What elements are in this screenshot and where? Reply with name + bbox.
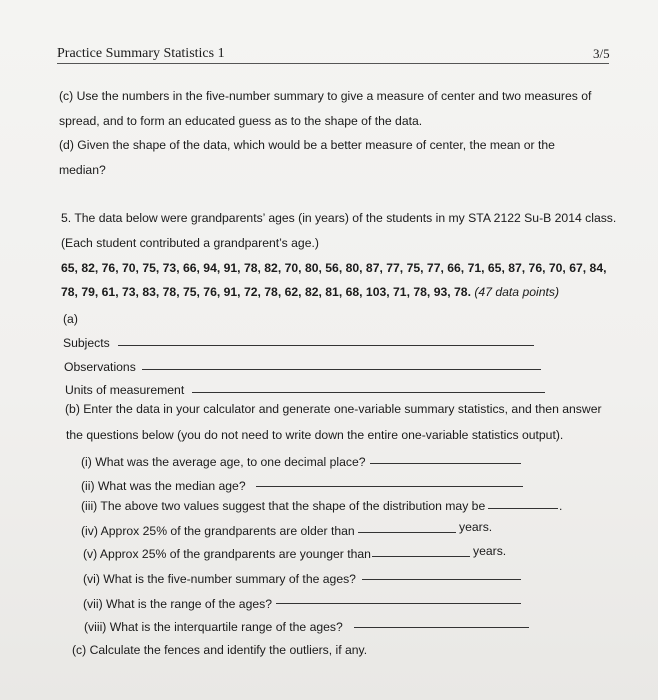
question-iv-answer-line[interactable] (358, 532, 456, 533)
question-iii-period: . (559, 499, 563, 513)
question-iv: (iv) Approx 25% of the grandparents are older than (81, 524, 355, 538)
question-vi-answer-line[interactable] (362, 579, 521, 580)
data-values-line1: 65, 82, 76, 70, 75, 73, 66, 94, 91, 78, 82, 70, 80, 56, 80, 87, 77, 75, 77, 66, 71, 65, 87, 76, 70, 67, 84, (61, 261, 607, 275)
question-vii-answer-line[interactable] (276, 603, 521, 604)
part-b-text-line1: (b) Enter the data in your calculator and generate one-variable summary statistics, and then answer (65, 402, 602, 416)
question-iii-answer-line[interactable] (488, 508, 558, 509)
question-v-unit: years. (473, 544, 507, 558)
question-i-answer-line[interactable] (370, 463, 521, 464)
question-iii: (iii) The above two values suggest that the shape of the distribution may be (81, 499, 486, 513)
units-label: Units of measurement (65, 383, 185, 397)
subjects-label: Subjects (63, 336, 110, 350)
subjects-answer-line[interactable] (118, 345, 534, 346)
question-v: (v) Approx 25% of the grandparents are younger than (83, 547, 371, 561)
part-c-fences-question: (c) Calculate the fences and identify the outliers, if any. (72, 643, 368, 657)
observations-label: Observations (64, 360, 136, 374)
question-vii: (vii) What is the range of the ages? (83, 597, 273, 611)
part-d-text-line2: median? (59, 163, 106, 177)
units-answer-line[interactable] (192, 392, 545, 393)
problem5-intro-line1: 5. The data below were grandparents’ ages (in years) of the students in my STA 2122 Su-B 2014 class. (61, 211, 617, 225)
page-title: Practice Summary Statistics 1 (57, 46, 225, 61)
data-values-line2: 78, 79, 61, 73, 83, 78, 75, 76, 91, 72, 78, 62, 82, 81, 68, 103, 71, 78, 93, 78. (61, 285, 471, 299)
problem5-intro-line2: (Each student contributed a grandparent’s age.) (61, 236, 319, 250)
question-i: (i) What was the average age, to one decimal place? (81, 455, 366, 469)
part-c-text-line2: spread, and to form an educated guess as to the shape of the data. (59, 114, 423, 128)
question-v-answer-line[interactable] (372, 556, 470, 557)
question-ii-answer-line[interactable] (256, 486, 523, 487)
question-ii: (ii) What was the median age? (81, 479, 246, 493)
question-iv-unit: years. (459, 520, 493, 534)
part-c-text-line1: (c) Use the numbers in the five-number summary to give a measure of center and two measures of (59, 89, 592, 103)
question-vi: (vi) What is the five-number summary of the ages? (83, 572, 356, 586)
part-b-text-line2: the questions below (you do not need to write down the entire one-variable statistics output). (66, 428, 564, 442)
header-divider (57, 63, 609, 64)
part-d-text-line1: (d) Given the shape of the data, which would be a better measure of center, the mean or the (59, 138, 555, 152)
part-a-label: (a) (63, 312, 78, 326)
data-values-line2-wrap (61, 285, 559, 300)
page-number: 3/5 (593, 46, 610, 61)
data-points-note: (47 data points) (474, 285, 560, 299)
question-viii: (viii) What is the interquartile range of the ages? (84, 620, 343, 634)
observations-answer-line[interactable] (142, 369, 541, 370)
question-viii-answer-line[interactable] (354, 627, 529, 628)
